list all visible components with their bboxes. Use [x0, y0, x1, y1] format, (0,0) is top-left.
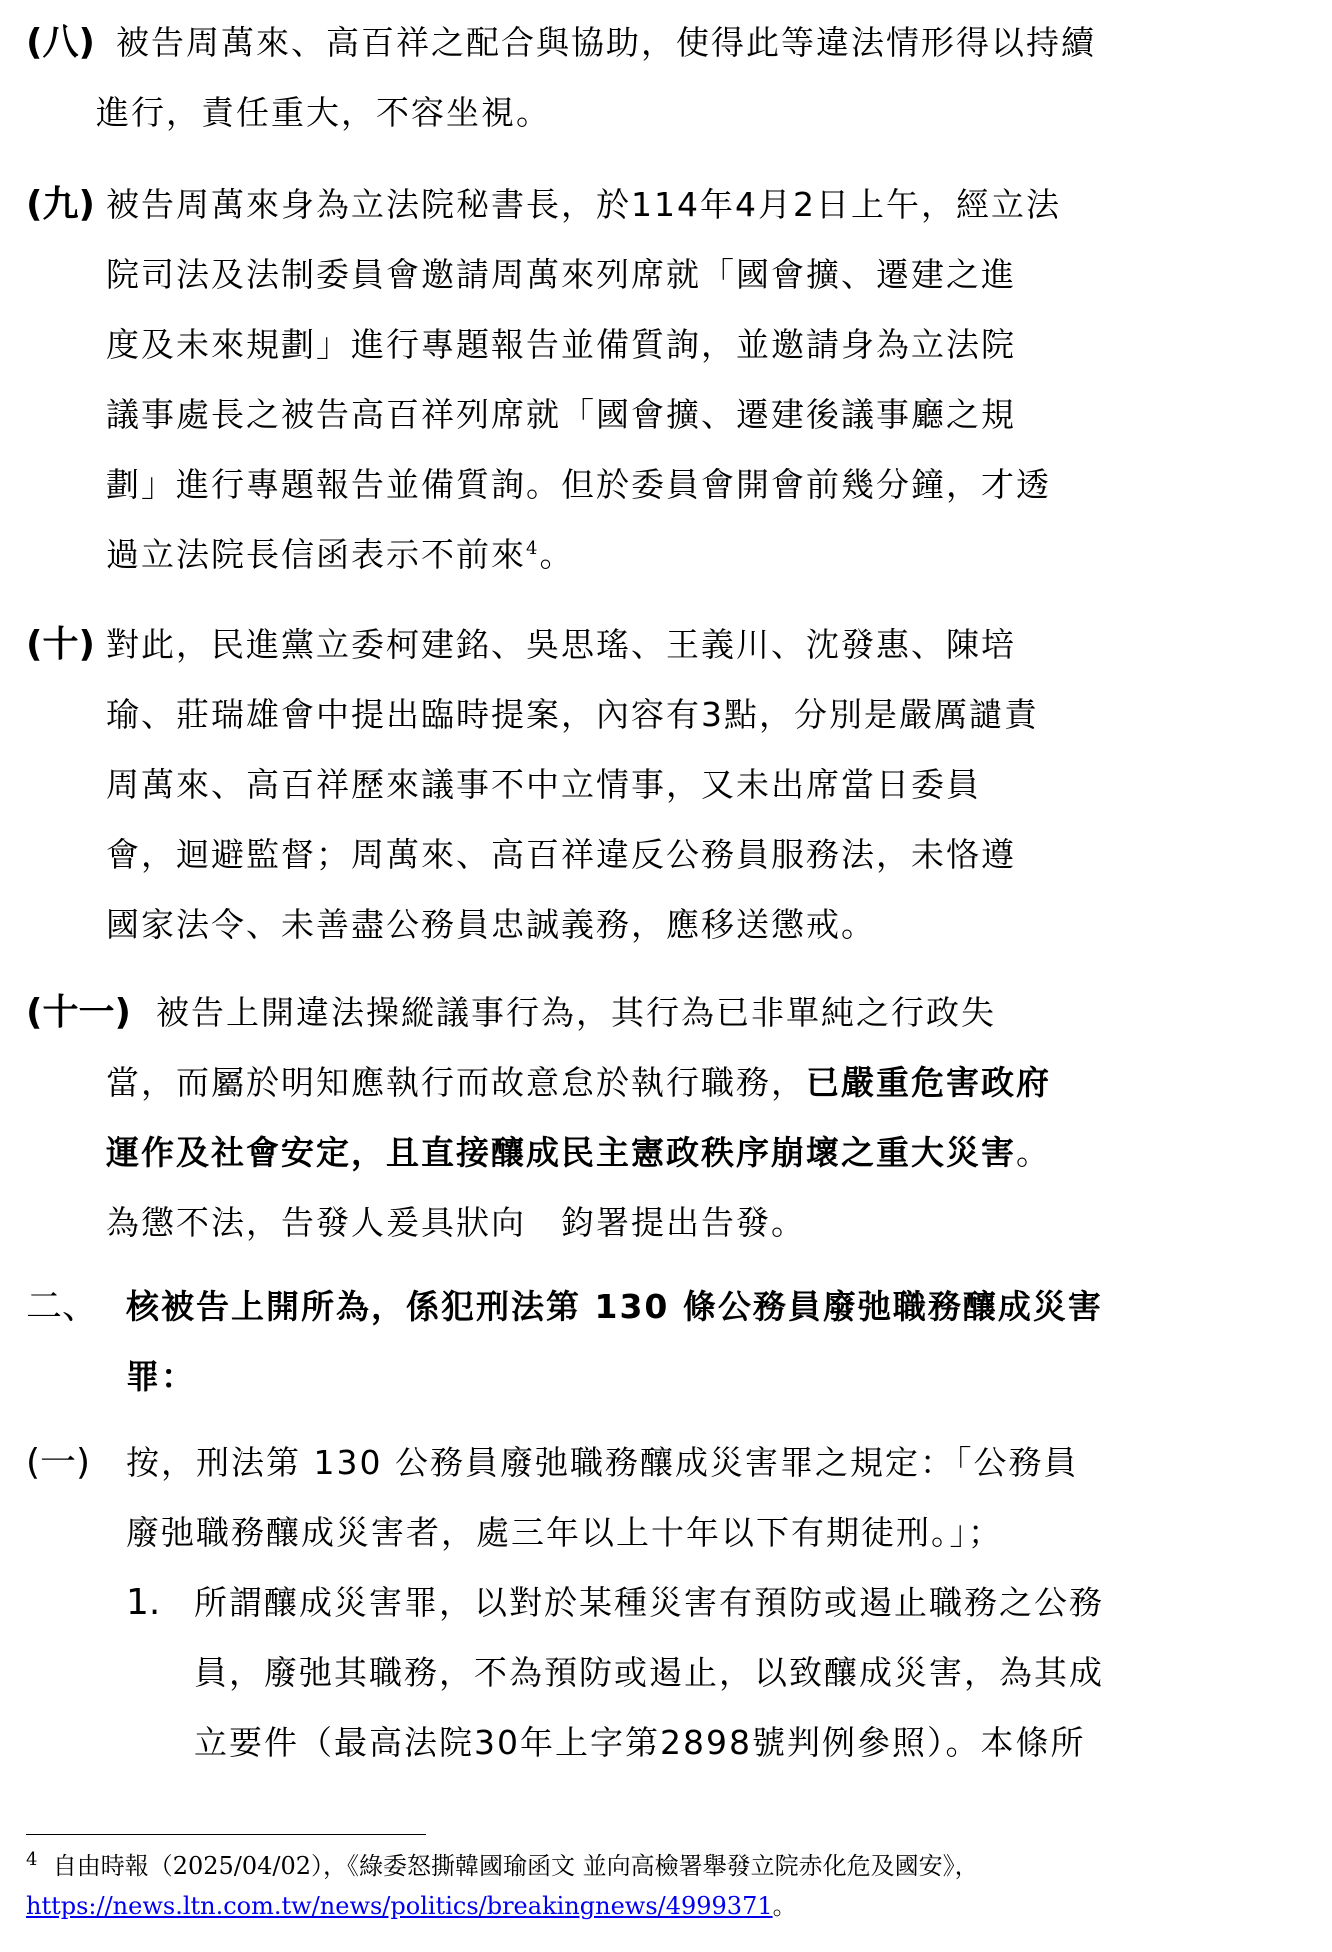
text-run: 瑜、莊瑞雄會中提出臨時提案，內容有 — [106, 695, 701, 734]
paragraph-line: 進行，責任重大，不容坐視。 — [96, 93, 551, 132]
footnote-source: 自由時報（2025/04/02），《綠委怒撕韓國瑜函文 並向高檢署舉發立院赤化危及國安》， — [52, 1852, 979, 1880]
emphasis-text: 已嚴重危害政府 — [806, 1063, 1051, 1102]
paragraph-line: 院司法及法制委員會邀請周萬來列席就「國會擴、遷建之進 — [106, 255, 1016, 294]
text-run: 核被告上開所為，係犯刑法第 — [126, 1287, 581, 1326]
subsection-1 — [26, 1428, 1284, 1568]
paragraph-line: 所謂釀成災害罪，以對於某種災害有預防或遏止職務之公務 — [194, 1583, 1104, 1622]
paragraph-line: 議事處長之被告高百祥列席就「國會擴、遷建後議事廳之規 — [106, 395, 1016, 434]
paragraph-line — [194, 1708, 1284, 1778]
year-number: 30 — [474, 1723, 520, 1762]
paragraph-line: 員，廢弛其職務，不為預防或遏止，以致釀成災害，為其成 — [194, 1653, 1104, 1692]
text-run: 公務員廢弛職務釀成災害罪之規定：「公務員 — [395, 1443, 1079, 1482]
footnote-divider — [26, 1834, 426, 1835]
footnote-number: 4 — [26, 1849, 38, 1870]
text-run: 。 — [539, 535, 575, 574]
paragraph-line: 會，迴避監督；周萬來、高百祥違反公務員服務法，未恪遵 — [106, 835, 1016, 874]
point-label: 1. — [126, 1582, 161, 1623]
case-number: 2898 — [660, 1723, 752, 1762]
subsection-label: (一) — [26, 1442, 91, 1483]
heading-label: 二、 — [26, 1286, 99, 1327]
footnote-end: 。 — [772, 1892, 797, 1920]
article-number: 130 — [594, 1287, 670, 1326]
text-run: 過立法院長信函表示不前來 — [106, 535, 526, 574]
section-10 — [26, 610, 1284, 960]
text-run: 。 — [1016, 1133, 1051, 1172]
heading-line: 罪： — [126, 1357, 196, 1396]
text-run: 當，而屬於明知應執行而故意怠於執行職務， — [106, 1063, 806, 1102]
footnote-url-line — [26, 1886, 1284, 1926]
text-run: 月 — [758, 185, 793, 224]
point-1 — [26, 1568, 1284, 1778]
article-number: 130 — [313, 1443, 383, 1482]
section-9 — [26, 170, 1284, 590]
paragraph-line — [106, 1118, 1284, 1188]
paragraph-line — [106, 680, 1284, 750]
text-run: 條公務員廢弛職務釀成災害 — [682, 1287, 1103, 1326]
paragraph-line: 對此，民進黨立委柯建銘、吳思瑤、王義川、沈發惠、陳培 — [106, 625, 1016, 664]
footnote-ref[interactable]: 4 — [526, 538, 540, 559]
section-label: (九) — [26, 184, 95, 225]
paragraph-line: 廢弛職務釀成災害者，處三年以上十年以下有期徒刑。」； — [126, 1513, 1003, 1552]
paragraph-line — [126, 1428, 1284, 1498]
text-run: 被告周萬來身為立法院秘書長，於 — [106, 185, 631, 224]
month-number: 4 — [735, 185, 758, 224]
paragraph-line: 被告周萬來、高百祥之配合與協助，使得此等違法情形得以持續 — [116, 23, 1096, 62]
paragraph-line: 國家法令、未善盡公務員忠誠義務，應移送懲戒。 — [106, 905, 876, 944]
paragraph-line: 劃」進行專題報告並備質詢。但於委員會開會前幾分鐘，才透 — [106, 465, 1051, 504]
paragraph-line: 被告上開違法操縱議事行為，其行為已非單純之行政失 — [156, 993, 996, 1032]
text-run: 立要件（最高法院 — [194, 1723, 474, 1762]
text-run: 年 — [700, 185, 735, 224]
paragraph-line: 度及未來規劃」進行專題報告並備質詢，並邀請身為立法院 — [106, 325, 1016, 364]
day-number: 2 — [793, 185, 816, 224]
footnote — [26, 1846, 1284, 1926]
paragraph-line — [106, 1048, 1284, 1118]
heading-line — [126, 1272, 1284, 1342]
year-number: 114 — [631, 185, 700, 224]
text-run: 點，分別是嚴厲譴責 — [724, 695, 1039, 734]
section-label: (十) — [26, 624, 95, 665]
footnote-link[interactable]: https://news.ltn.com.tw/news/politics/breakingnews/4999371 — [26, 1892, 773, 1920]
section-8 — [26, 8, 1284, 148]
paragraph-line — [106, 520, 1284, 590]
footnote-source-line — [26, 1846, 1284, 1886]
text-run: 號判例參照）。本條所 — [751, 1723, 1086, 1762]
section-11 — [26, 978, 1284, 1258]
text-run: 年上字第 — [520, 1723, 660, 1762]
emphasis-text: 運作及社會安定，且直接釀成民主憲政秩序崩壞之重大災害 — [106, 1133, 1016, 1172]
text-run: 按，刑法第 — [126, 1443, 301, 1482]
text-run: 日上午，經立法 — [816, 185, 1061, 224]
paragraph-line — [106, 170, 1284, 240]
count-number: 3 — [701, 695, 724, 734]
paragraph-line: 周萬來、高百祥歷來議事不中立情事，又未出席當日委員 — [106, 765, 981, 804]
heading-2 — [26, 1272, 1284, 1412]
paragraph-line: 為懲不法，告發人爰具狀向 鈞署提出告發。 — [106, 1203, 806, 1242]
section-label: (十一) — [26, 992, 131, 1033]
section-label: (八) — [26, 22, 95, 63]
